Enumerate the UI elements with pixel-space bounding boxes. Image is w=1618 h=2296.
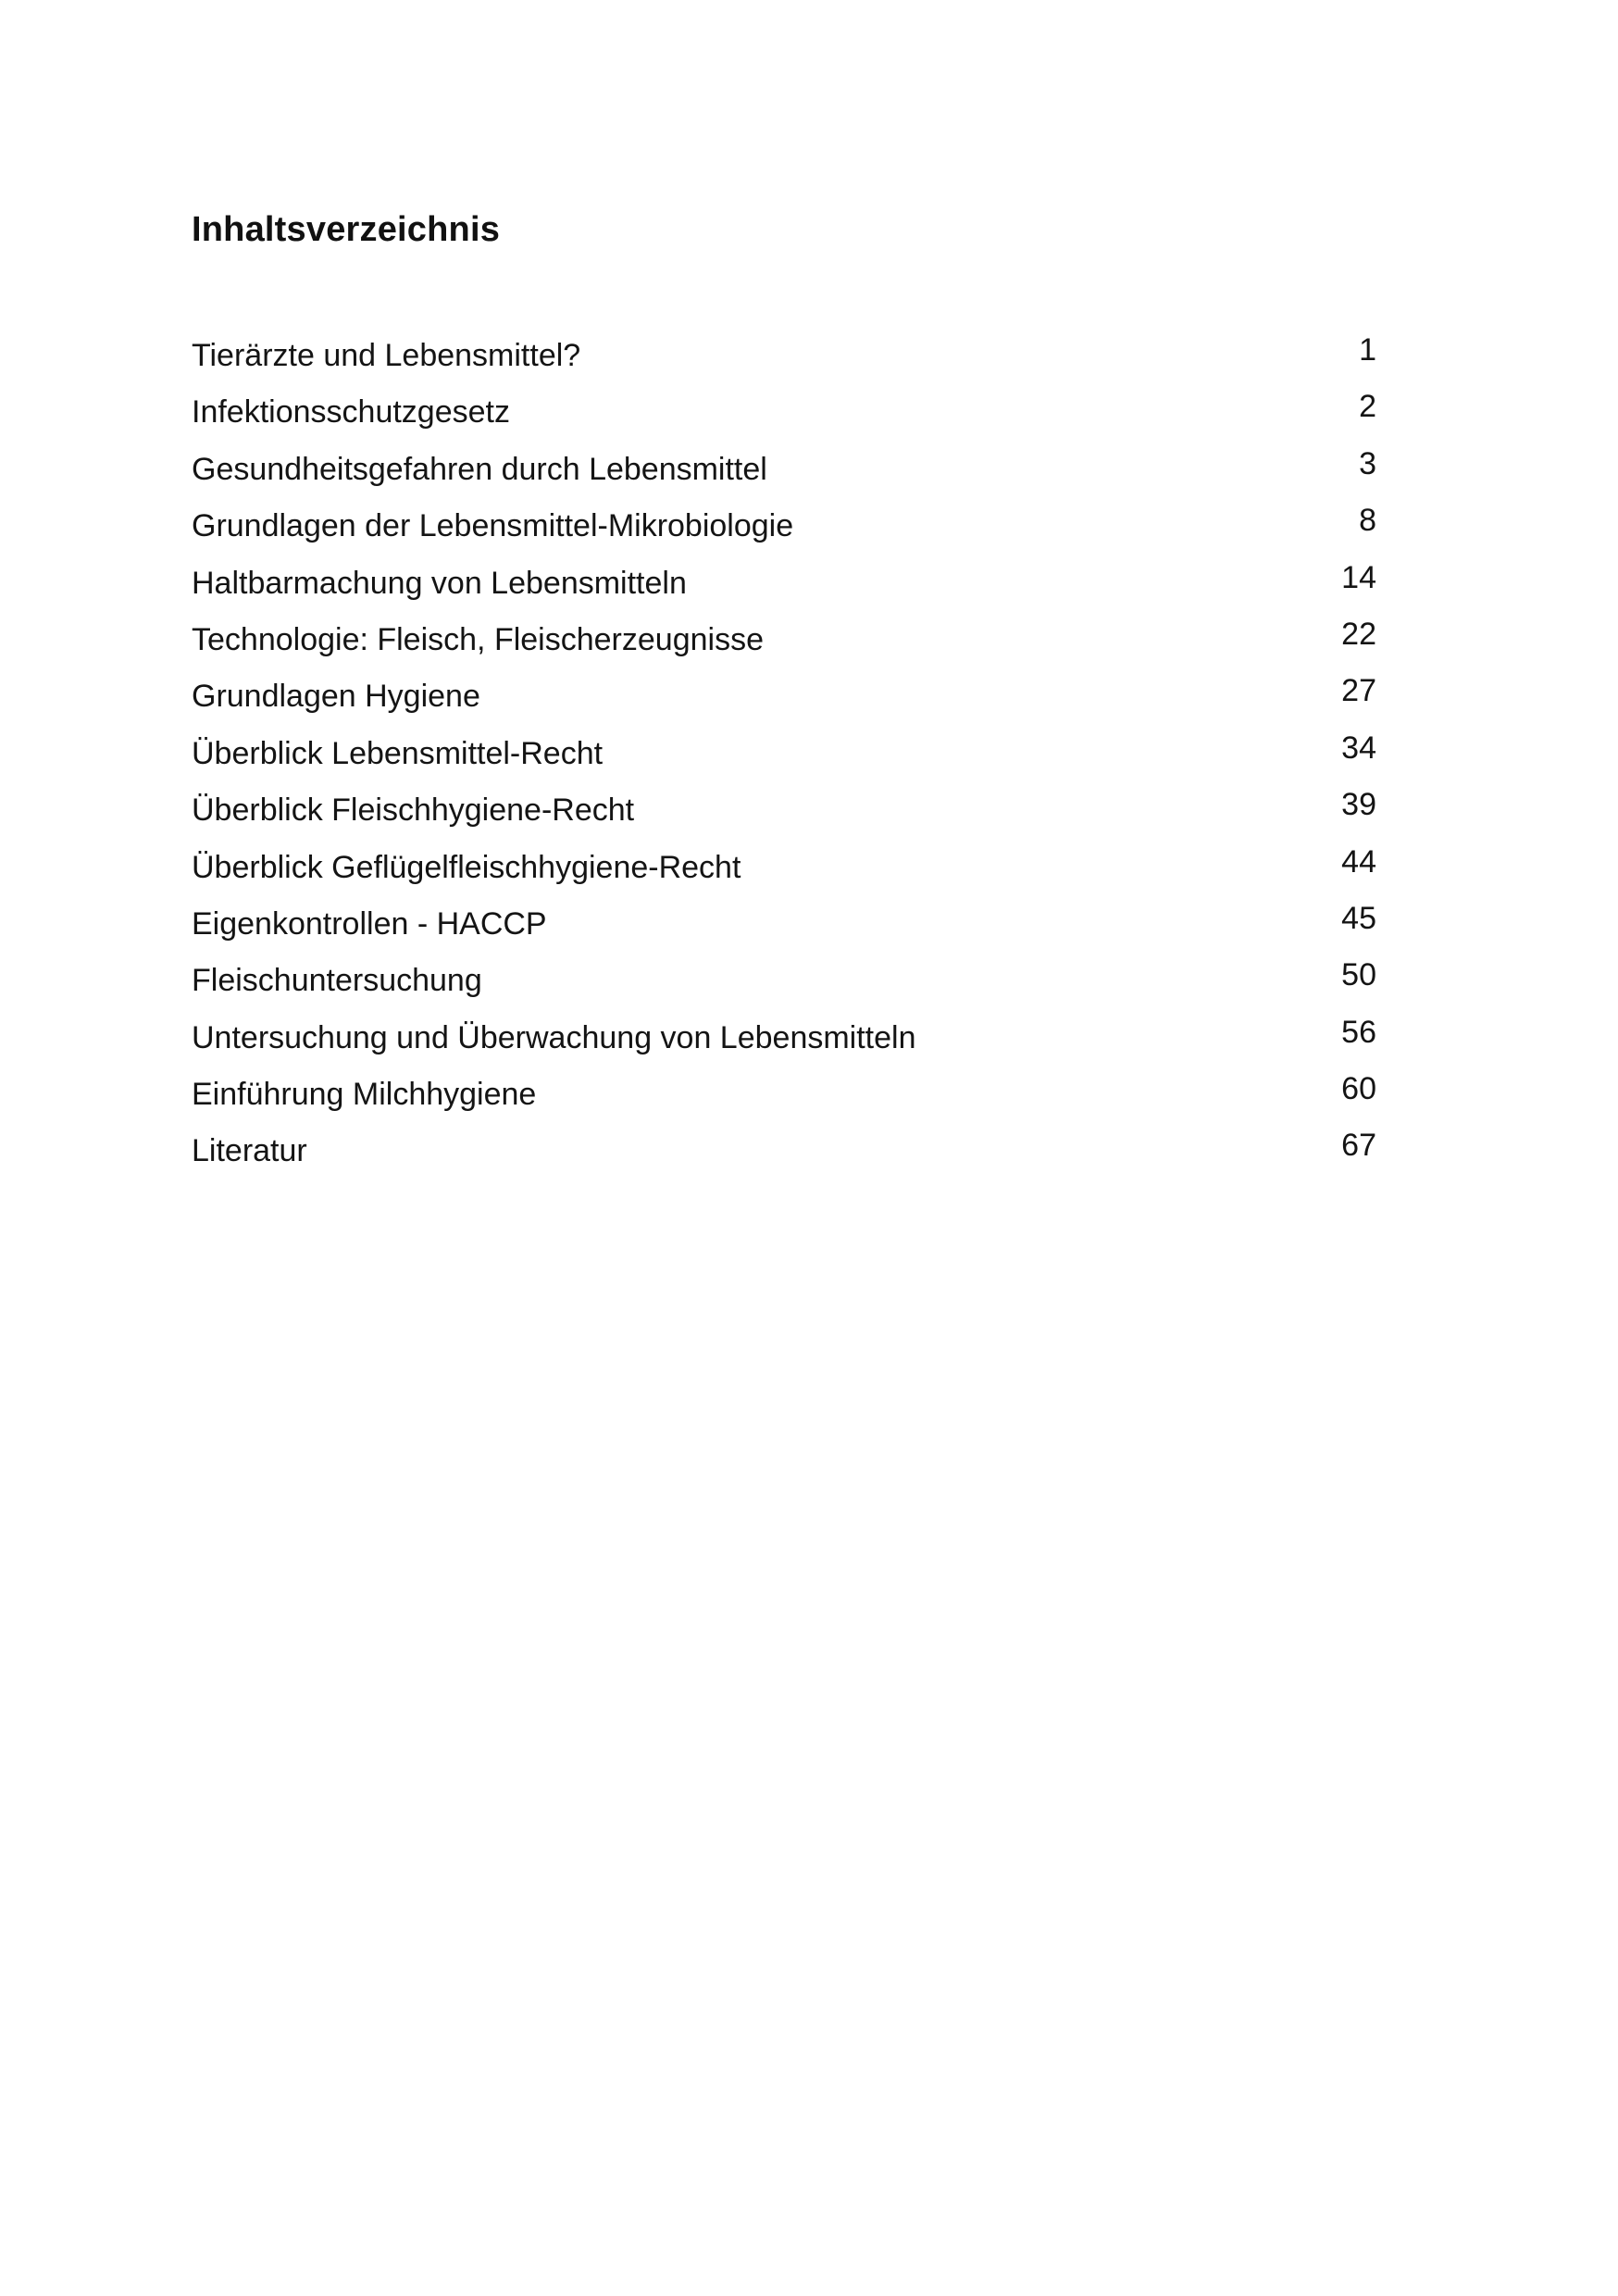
toc-entry [192, 550, 1376, 606]
toc-entry-page: 67 [1341, 1128, 1376, 1164]
toc-entry [192, 322, 1376, 379]
toc-entry [192, 1004, 1376, 1061]
toc-entry-page: 14 [1341, 559, 1376, 595]
toc-entry-page: 8 [1359, 503, 1376, 539]
toc-entry-title: Fleischuntersuchung [192, 963, 482, 999]
toc-entry [192, 947, 1376, 1004]
toc-entry [192, 1117, 1376, 1174]
toc-entry [192, 379, 1376, 435]
toc-entry-page: 39 [1341, 787, 1376, 823]
toc-entry-page: 2 [1359, 389, 1376, 425]
toc-entry-title: Tierärzte und Lebensmittel? [192, 338, 581, 373]
page-title: Inhaltsverzeichnis [192, 210, 501, 249]
toc-entry-page: 3 [1359, 445, 1376, 481]
toc-entry-title: Untersuchung und Überwachung von Lebensmitteln [192, 1019, 916, 1055]
toc-entry-page: 56 [1341, 1014, 1376, 1050]
toc-entry [192, 493, 1376, 549]
toc-entry-page: 1 [1359, 332, 1376, 368]
table-of-contents [192, 322, 1376, 1175]
toc-entry-title: Gesundheitsgefahren durch Lebensmittel [192, 451, 767, 487]
toc-entry [192, 1061, 1376, 1117]
toc-entry [192, 777, 1376, 833]
toc-entry-title: Eigenkontrollen - HACCP [192, 905, 547, 942]
toc-entry-title: Einführung Milchhygiene [192, 1077, 537, 1113]
toc-entry-title: Überblick Lebensmittel-Recht [192, 735, 604, 771]
toc-entry-page: 22 [1341, 616, 1376, 652]
toc-entry-page: 50 [1341, 957, 1376, 993]
toc-entry [192, 436, 1376, 493]
toc-entry-title: Haltbarmachung von Lebensmitteln [192, 565, 687, 601]
toc-entry-title: Infektionsschutzgesetz [192, 394, 510, 430]
toc-entry-page: 34 [1341, 730, 1376, 766]
toc-entry-title: Technologie: Fleisch, Fleischerzeugnisse [192, 621, 764, 657]
toc-entry [192, 891, 1376, 947]
toc-entry [192, 663, 1376, 719]
toc-entry-page: 27 [1341, 673, 1376, 709]
toc-entry [192, 834, 1376, 891]
toc-entry-page: 44 [1341, 843, 1376, 880]
toc-entry-title: Grundlagen Hygiene [192, 679, 480, 715]
toc-entry [192, 606, 1376, 663]
toc-entry-page: 45 [1341, 900, 1376, 936]
toc-entry-title: Grundlagen der Lebensmittel-Mikrobiologie [192, 508, 794, 544]
toc-entry-page: 60 [1341, 1071, 1376, 1107]
toc-entry-title: Überblick Geflügelfleischhygiene-Recht [192, 849, 741, 885]
toc-entry-title: Literatur [192, 1133, 307, 1169]
toc-entry [192, 720, 1376, 777]
toc-entry-title: Überblick Fleischhygiene-Recht [192, 792, 635, 829]
